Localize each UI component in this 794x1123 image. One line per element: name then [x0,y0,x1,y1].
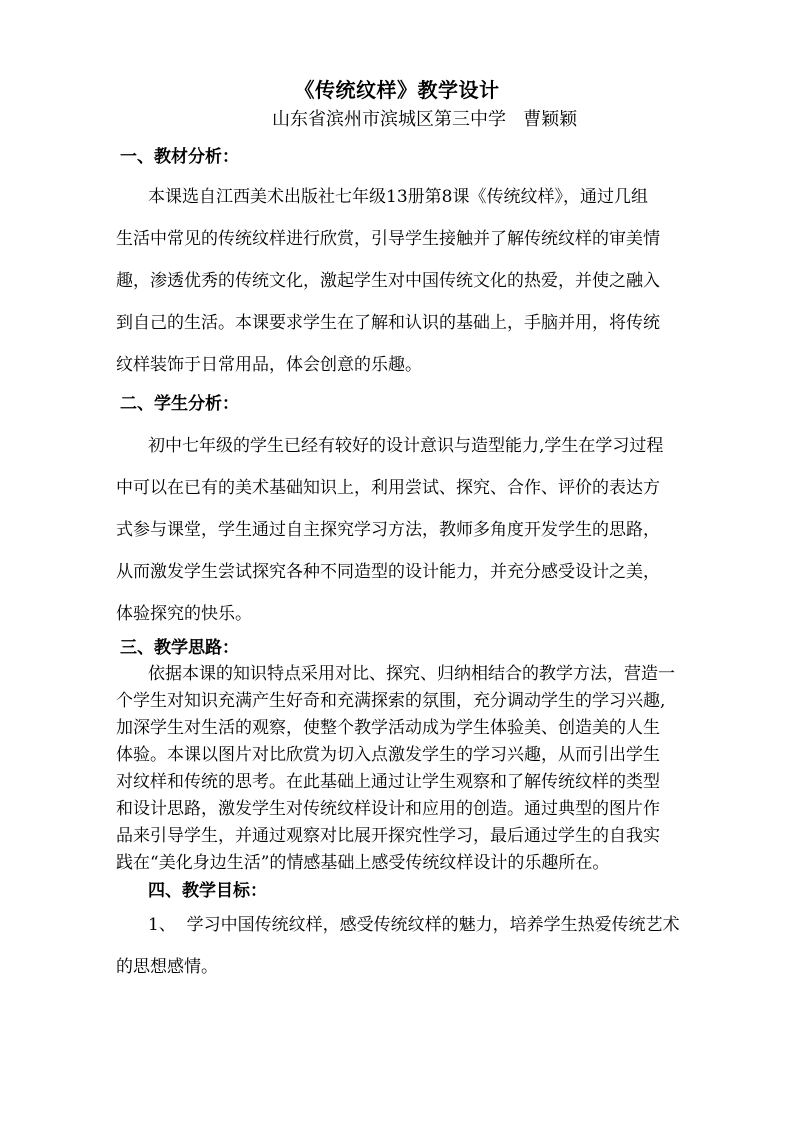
paragraph-line: 到自己的生活。本课要求学生在了解和认识的基础上，手脑并用，将传统 [116,313,660,333]
paragraph-line: 践在“美化身边生活”的情感基础上感受传统纹样设计的乐趣所在。 [116,853,610,873]
paragraph-line: 纹样装饰于日常用品，体会创意的乐趣。 [116,355,422,375]
paragraph-line: 的思想感情。 [116,957,218,977]
section-heading-student-analysis: 二、学生分析： [120,394,239,414]
paragraph-line: 本课选自江西美术出版社七年级13册第8课《传统纹样》，通过几组 [148,187,648,207]
section-heading-teaching-approach: 三、教学思路： [120,638,239,658]
paragraph-line: 依据本课的知识特点采用对比、探究、归纳相结合的教学方法，营造一 [148,664,675,684]
paragraph-line: 1、 学习中国传统纹样，感受传统纹样的魅力，培养学生热爱传统艺术 [148,915,680,935]
paragraph-line: 体验。本课以图片对比欣赏为切入点激发学生的学习兴趣，从而引出学生 [116,745,660,765]
paragraph-line: 加深学生对生活的观察，使整个教学活动成为学生体验美、创造美的人生 [116,718,660,738]
paragraph-line: 个学生对知识充满产生好奇和充满探索的氛围，充分调动学生的学习兴趣, [116,691,666,711]
paragraph-line: 对纹样和传统的思考。在此基础上通过让学生观察和了解传统纹样的类型 [116,772,660,792]
paragraph-line: 体验探究的快乐。 [116,604,252,624]
paragraph-line: 生活中常见的传统纹样进行欣赏，引导学生接触并了解传统纹样的审美情 [116,229,660,249]
paragraph-line: 从而激发学生尝试探究各种不同造型的设计能力，并充分感受设计之美， [116,562,660,582]
author-line: 山东省滨州市滨城区第三中学 曹颖颖 [272,109,578,130]
paragraph-line: 趣，渗透优秀的传统文化，激起学生对中国传统文化的热爱，并使之融入 [116,271,660,291]
paragraph-line: 初中七年级的学生已经有较好的设计意识与造型能力,学生在学习过程 [148,436,664,456]
paragraph-line: 式参与课堂，学生通过自主探究学习方法，教师多角度开发学生的思路， [116,520,660,540]
paragraph-line: 品来引导学生，并通过观察对比展开探究性学习，最后通过学生的自我实 [116,826,660,846]
section-heading-teaching-objectives: 四、教学目标： [148,881,267,901]
paragraph-line: 中可以在已有的美术基础知识上，利用尝试、探究、合作、评价的表达方 [116,478,660,498]
paragraph-line: 和设计思路，激发学生对传统纹样设计和应用的创造。通过典型的图片作 [116,799,660,819]
section-heading-textbook-analysis: 一、教材分析： [120,147,239,167]
document-title: 《传统纹样》教学设计 [294,78,500,102]
